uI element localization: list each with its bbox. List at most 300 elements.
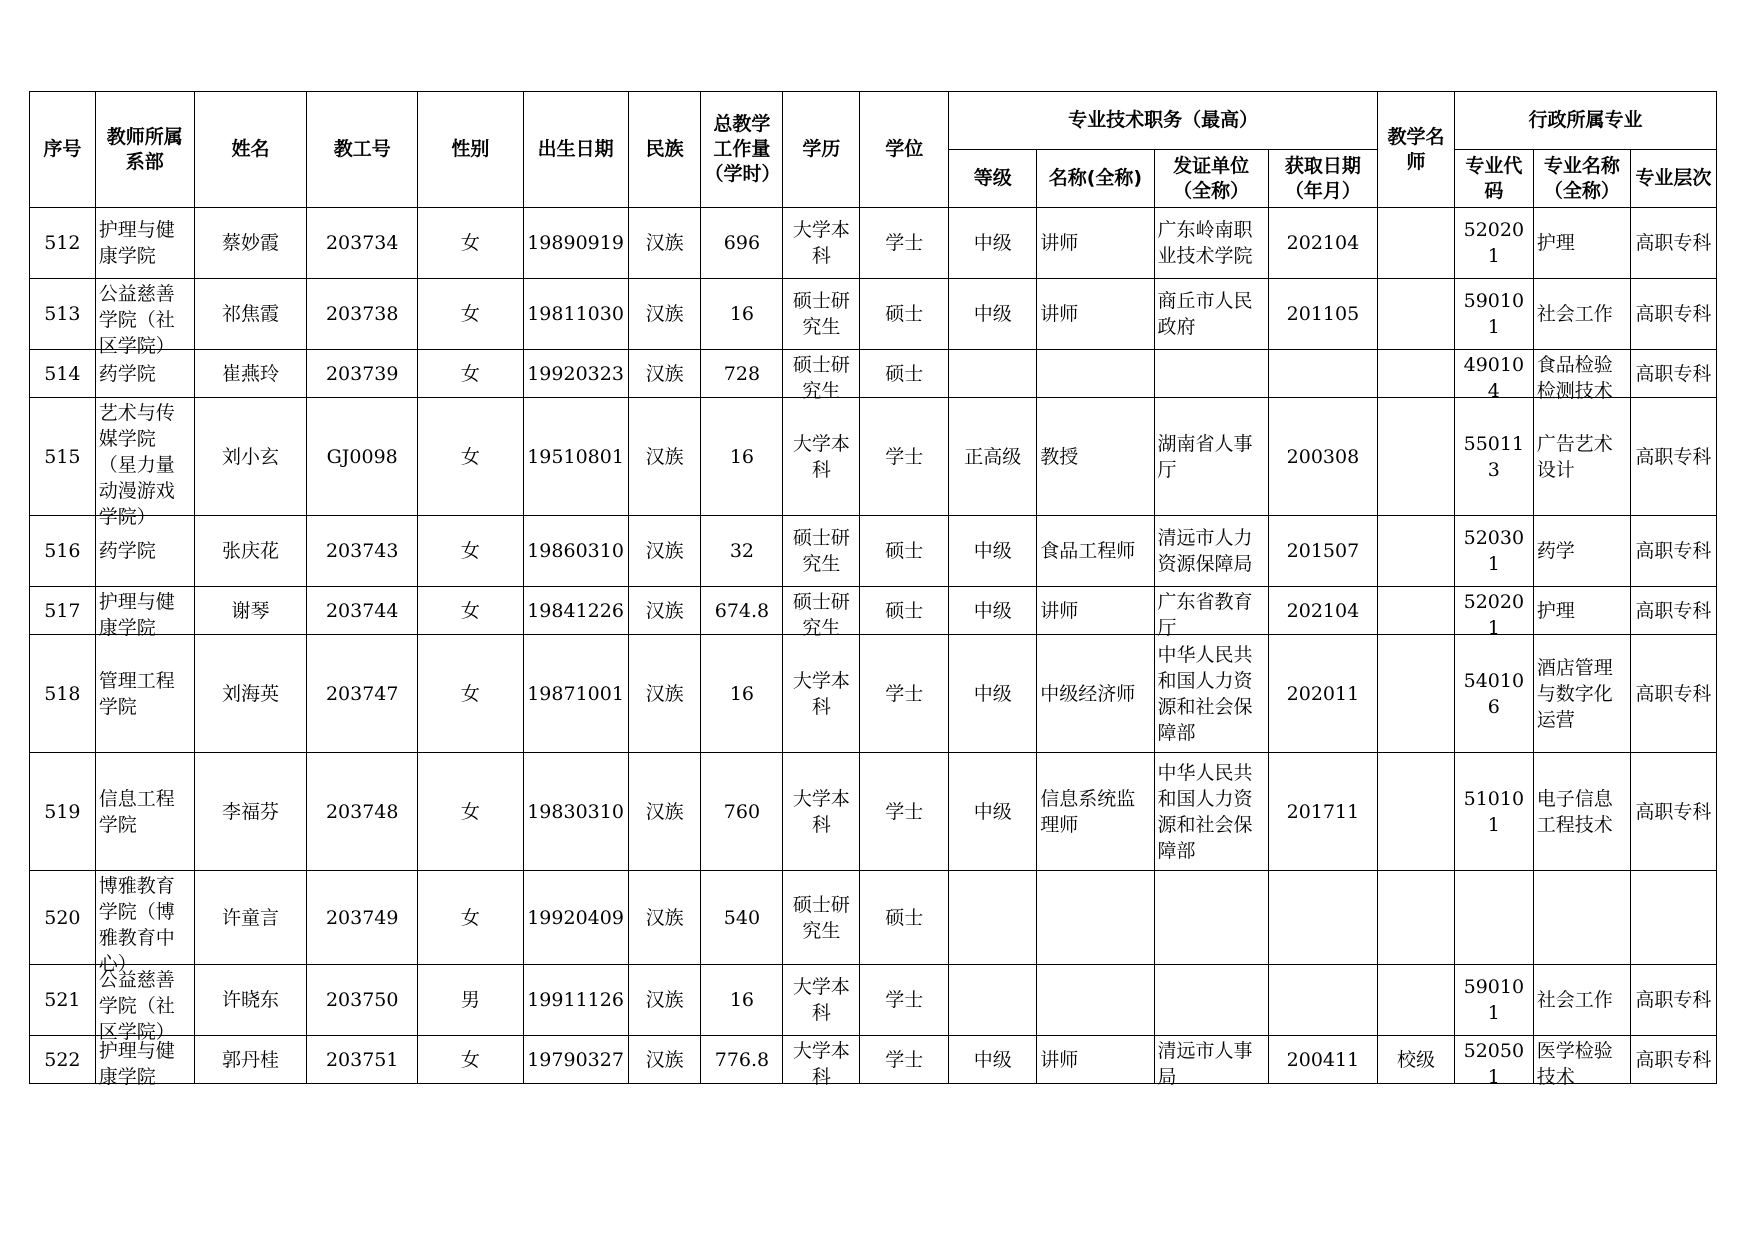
cell-text: 201507 bbox=[1286, 540, 1360, 562]
cell-ethnicity bbox=[628, 279, 701, 350]
cell-major-level bbox=[1630, 587, 1716, 635]
cell-education bbox=[783, 208, 860, 279]
cell-teaching-award bbox=[1378, 208, 1455, 279]
cell-gender bbox=[418, 753, 523, 871]
cell-title-level bbox=[949, 965, 1037, 1036]
cell-title-date bbox=[1268, 965, 1377, 1036]
header-department: 教师所属系部 bbox=[95, 92, 194, 208]
cell-name bbox=[194, 635, 306, 753]
cell-text: 药学院 bbox=[98, 362, 156, 385]
cell-text: 张庆花 bbox=[221, 540, 279, 562]
cell-degree bbox=[860, 1036, 949, 1084]
cell-major-code bbox=[1454, 279, 1533, 350]
table-row bbox=[30, 753, 1717, 871]
cell-major-name bbox=[1533, 965, 1630, 1036]
cell-text: 大学本科 bbox=[792, 1039, 850, 1088]
table-row bbox=[30, 1036, 1717, 1084]
cell-birth-date bbox=[523, 398, 628, 516]
cell-text: 517 bbox=[44, 599, 81, 622]
cell-degree bbox=[860, 587, 949, 635]
cell-text: 19811030 bbox=[527, 303, 624, 325]
cell-title-level bbox=[949, 753, 1037, 871]
staff-table bbox=[29, 91, 1717, 1088]
cell-text: 硕士 bbox=[885, 303, 924, 325]
cell-ethnicity bbox=[628, 871, 701, 965]
cell-text: 女 bbox=[460, 232, 480, 254]
cell-text: 512 bbox=[44, 232, 81, 254]
cell-text: 203744 bbox=[325, 599, 399, 622]
cell-text: 清远市人力资源保障局 bbox=[1157, 527, 1253, 575]
cell-text: 学士 bbox=[885, 1048, 924, 1071]
cell-teaching-award bbox=[1378, 1036, 1455, 1084]
cell-ethnicity bbox=[628, 635, 701, 753]
cell-text: 高职专科 bbox=[1635, 362, 1712, 385]
cell-title-date bbox=[1268, 871, 1377, 965]
cell-text: 学士 bbox=[885, 232, 924, 254]
cell-text: 540106 bbox=[1463, 669, 1525, 718]
cell-major-name bbox=[1533, 208, 1630, 279]
cell-name bbox=[194, 208, 306, 279]
cell-workload bbox=[701, 516, 783, 587]
cell-text: 女 bbox=[460, 800, 480, 823]
header-workload: 总教学工作量（学时） bbox=[701, 92, 783, 208]
header-title-date: 获取日期（年月） bbox=[1268, 150, 1377, 208]
cell-text: 中级 bbox=[973, 540, 1012, 562]
cell-workload bbox=[701, 965, 783, 1036]
cell-text: 中级 bbox=[973, 599, 1012, 622]
cell-gender bbox=[418, 279, 523, 350]
cell-staff-id bbox=[307, 516, 418, 587]
cell-title-issuer bbox=[1154, 587, 1268, 639]
cell-gender bbox=[418, 208, 523, 279]
cell-name bbox=[194, 753, 306, 871]
cell-title-issuer bbox=[1154, 279, 1268, 350]
cell-birth-date bbox=[523, 635, 628, 753]
cell-text: 203738 bbox=[325, 303, 399, 325]
cell-text: 203749 bbox=[325, 906, 399, 929]
cell-ethnicity bbox=[628, 587, 701, 635]
cell-text: 519 bbox=[44, 800, 81, 823]
cell-department bbox=[95, 208, 194, 279]
cell-text: 护理 bbox=[1536, 599, 1575, 622]
cell-text: 汉族 bbox=[645, 232, 684, 254]
cell-text: 510101 bbox=[1463, 787, 1525, 836]
cell-text: 艺术与传媒学院（星力量动漫游戏学院） bbox=[98, 401, 175, 528]
cell-major-code bbox=[1454, 516, 1533, 587]
cell-text: 201105 bbox=[1286, 303, 1360, 325]
cell-text: 高职专科 bbox=[1635, 540, 1712, 562]
cell-text: 管理工程学院 bbox=[98, 669, 175, 718]
cell-text: 汉族 bbox=[645, 362, 684, 385]
cell-title-name bbox=[1037, 279, 1154, 350]
cell-text: 李福芬 bbox=[221, 800, 279, 823]
cell-title-date bbox=[1268, 516, 1377, 587]
cell-text: 中级经济师 bbox=[1040, 682, 1136, 705]
cell-major-name bbox=[1533, 635, 1630, 753]
cell-text: 硕士 bbox=[885, 540, 924, 562]
cell-text: 高职专科 bbox=[1635, 599, 1712, 622]
cell-gender bbox=[418, 1036, 523, 1084]
cell-major-level bbox=[1630, 635, 1716, 753]
cell-text: 200308 bbox=[1286, 445, 1360, 468]
cell-text: 32 bbox=[729, 540, 755, 562]
cell-title-level bbox=[949, 350, 1037, 398]
header-title-issuer: 发证单位（全称） bbox=[1154, 150, 1268, 208]
cell-title-date bbox=[1268, 350, 1377, 398]
cell-text: 讲师 bbox=[1040, 303, 1079, 325]
cell-gender bbox=[418, 350, 523, 398]
cell-gender bbox=[418, 635, 523, 753]
cell-text: 女 bbox=[460, 1048, 480, 1071]
cell-title-level bbox=[949, 208, 1037, 279]
cell-text: 汉族 bbox=[645, 989, 684, 1011]
cell-text: 中华人民共和国人力资源和社会保障部 bbox=[1157, 643, 1253, 744]
cell-text: 女 bbox=[460, 682, 480, 705]
cell-ethnicity bbox=[628, 516, 701, 587]
cell-major-code bbox=[1454, 1036, 1533, 1088]
cell-text: 521 bbox=[44, 989, 81, 1011]
cell-workload bbox=[701, 208, 783, 279]
cell-text: 高职专科 bbox=[1635, 682, 1712, 705]
cell-text: 广东省教育厅 bbox=[1157, 590, 1253, 639]
cell-text: 518 bbox=[44, 682, 81, 705]
cell-text: 汉族 bbox=[645, 1048, 684, 1071]
cell-major-name bbox=[1533, 350, 1630, 402]
cell-degree bbox=[860, 398, 949, 516]
cell-title-level bbox=[949, 1036, 1037, 1084]
cell-text: 女 bbox=[460, 599, 480, 622]
cell-title-date bbox=[1268, 1036, 1377, 1084]
header-ethnicity: 民族 bbox=[628, 92, 701, 208]
cell-staff-id bbox=[307, 587, 418, 635]
cell-text: 中级 bbox=[973, 1048, 1012, 1071]
cell-department bbox=[95, 1036, 194, 1088]
header-name: 姓名 bbox=[194, 92, 306, 208]
cell-text: 728 bbox=[723, 362, 761, 385]
cell-text: 清远市人事局 bbox=[1157, 1039, 1253, 1088]
cell-major-name bbox=[1533, 279, 1630, 350]
cell-text: 汉族 bbox=[645, 303, 684, 325]
cell-text: 汉族 bbox=[645, 906, 684, 929]
cell-title-level bbox=[949, 587, 1037, 635]
cell-workload bbox=[701, 635, 783, 753]
cell-ethnicity bbox=[628, 398, 701, 516]
cell-text: 203750 bbox=[325, 989, 399, 1011]
header-major-level: 专业层次 bbox=[1630, 150, 1716, 208]
cell-workload bbox=[701, 871, 783, 965]
cell-degree bbox=[860, 965, 949, 1036]
cell-text: 522 bbox=[44, 1048, 81, 1071]
cell-text: 203747 bbox=[325, 682, 399, 705]
cell-text: 硕士研究生 bbox=[792, 590, 850, 639]
cell-text: 正高级 bbox=[964, 445, 1022, 468]
cell-text: 550113 bbox=[1463, 432, 1525, 481]
cell-text: 203739 bbox=[325, 362, 399, 385]
cell-name bbox=[194, 587, 306, 635]
cell-major-code bbox=[1454, 350, 1533, 402]
cell-text: 19841226 bbox=[527, 599, 624, 622]
cell-text: 19790327 bbox=[527, 1048, 624, 1071]
cell-text: 19920323 bbox=[527, 362, 624, 385]
cell-text: 学士 bbox=[885, 800, 924, 823]
header-gender: 性别 bbox=[418, 92, 523, 208]
header-title-group: 专业技术职务（最高） bbox=[949, 92, 1378, 150]
cell-text: 湖南省人事厅 bbox=[1157, 432, 1253, 481]
table-row bbox=[30, 279, 1717, 350]
cell-ethnicity bbox=[628, 208, 701, 279]
cell-teaching-award bbox=[1378, 350, 1455, 398]
cell-birth-date bbox=[523, 587, 628, 635]
cell-education bbox=[783, 1036, 860, 1088]
cell-gender bbox=[418, 871, 523, 965]
cell-title-issuer bbox=[1154, 635, 1268, 753]
cell-title-issuer bbox=[1154, 208, 1268, 279]
cell-education bbox=[783, 965, 860, 1036]
cell-staff-id bbox=[307, 208, 418, 279]
cell-education bbox=[783, 279, 860, 350]
cell-birth-date bbox=[523, 1036, 628, 1084]
cell-text: 社会工作 bbox=[1536, 989, 1613, 1011]
cell-text: 硕士研究生 bbox=[792, 290, 850, 338]
cell-title-date bbox=[1268, 753, 1377, 871]
cell-teaching-award bbox=[1378, 635, 1455, 753]
cell-text: 203743 bbox=[325, 540, 399, 562]
cell-text: 520501 bbox=[1463, 1039, 1525, 1088]
cell-name bbox=[194, 871, 306, 965]
cell-major-code bbox=[1454, 398, 1533, 516]
cell-text: 490104 bbox=[1463, 353, 1525, 402]
cell-birth-date bbox=[523, 208, 628, 279]
cell-workload bbox=[701, 350, 783, 398]
cell-text: 女 bbox=[460, 303, 480, 325]
cell-text: 590101 bbox=[1463, 976, 1525, 1024]
cell-text: 202104 bbox=[1286, 232, 1360, 254]
table-row bbox=[30, 871, 1717, 965]
cell-text: 讲师 bbox=[1040, 1048, 1079, 1071]
cell-title-issuer bbox=[1154, 516, 1268, 587]
cell-title-issuer bbox=[1154, 1036, 1268, 1088]
cell-title-name bbox=[1037, 753, 1154, 871]
cell-workload bbox=[701, 279, 783, 350]
cell-title-issuer bbox=[1154, 350, 1268, 398]
cell-major-level bbox=[1630, 516, 1716, 587]
cell-education bbox=[783, 871, 860, 965]
cell-title-name bbox=[1037, 350, 1154, 398]
cell-title-level bbox=[949, 516, 1037, 587]
cell-education bbox=[783, 753, 860, 871]
cell-major-code bbox=[1454, 965, 1533, 1036]
cell-text: 760 bbox=[723, 800, 761, 823]
cell-text: 护理与健康学院 bbox=[98, 219, 175, 267]
cell-text: 590101 bbox=[1463, 290, 1525, 338]
cell-major-name bbox=[1533, 753, 1630, 871]
table-row bbox=[30, 635, 1717, 753]
cell-department bbox=[95, 587, 194, 639]
cell-department bbox=[95, 871, 194, 975]
cell-text: 19871001 bbox=[527, 682, 624, 705]
cell-text: 广东岭南职业技术学院 bbox=[1157, 219, 1253, 267]
cell-seq bbox=[30, 279, 96, 350]
table-row bbox=[30, 965, 1717, 1036]
cell-title-issuer bbox=[1154, 871, 1268, 965]
cell-name bbox=[194, 1036, 306, 1084]
cell-major-level bbox=[1630, 753, 1716, 871]
table-header bbox=[30, 92, 1717, 208]
cell-title-issuer bbox=[1154, 398, 1268, 516]
cell-birth-date bbox=[523, 753, 628, 871]
cell-text: 社会工作 bbox=[1536, 303, 1613, 325]
cell-text: 高职专科 bbox=[1635, 989, 1712, 1011]
cell-seq bbox=[30, 587, 96, 635]
cell-staff-id bbox=[307, 1036, 418, 1084]
cell-text: 高职专科 bbox=[1635, 800, 1712, 823]
cell-education bbox=[783, 398, 860, 516]
cell-ethnicity bbox=[628, 965, 701, 1036]
cell-staff-id bbox=[307, 635, 418, 753]
cell-ethnicity bbox=[628, 753, 701, 871]
cell-text: 大学本科 bbox=[792, 432, 850, 481]
cell-staff-id bbox=[307, 965, 418, 1036]
cell-gender bbox=[418, 516, 523, 587]
cell-text: 信息工程学院 bbox=[98, 787, 175, 836]
cell-major-level bbox=[1630, 208, 1716, 279]
cell-title-level bbox=[949, 398, 1037, 516]
cell-department bbox=[95, 753, 194, 871]
cell-gender bbox=[418, 398, 523, 516]
cell-text: 200411 bbox=[1286, 1048, 1360, 1071]
cell-title-name bbox=[1037, 965, 1154, 1036]
cell-name bbox=[194, 350, 306, 398]
cell-name bbox=[194, 965, 306, 1036]
cell-text: 广告艺术设计 bbox=[1536, 432, 1613, 481]
cell-staff-id bbox=[307, 279, 418, 350]
cell-teaching-award bbox=[1378, 587, 1455, 635]
cell-title-date bbox=[1268, 398, 1377, 516]
cell-text: 大学本科 bbox=[792, 976, 850, 1024]
cell-text: 203751 bbox=[325, 1048, 399, 1071]
cell-staff-id bbox=[307, 753, 418, 871]
cell-title-name bbox=[1037, 587, 1154, 635]
header-title-level: 等级 bbox=[949, 150, 1037, 208]
cell-text: 男 bbox=[460, 989, 480, 1011]
cell-major-level bbox=[1630, 871, 1716, 965]
cell-text: 女 bbox=[460, 362, 480, 385]
cell-department bbox=[95, 398, 194, 528]
cell-seq bbox=[30, 516, 96, 587]
cell-major-level bbox=[1630, 1036, 1716, 1084]
cell-text: 高职专科 bbox=[1635, 1048, 1712, 1071]
cell-title-name bbox=[1037, 516, 1154, 587]
cell-text: 护理与健康学院 bbox=[98, 590, 175, 639]
cell-department bbox=[95, 635, 194, 753]
cell-major-code bbox=[1454, 635, 1533, 753]
cell-text: 郭丹桂 bbox=[221, 1048, 279, 1071]
cell-text: 许童言 bbox=[221, 906, 279, 929]
cell-degree bbox=[860, 871, 949, 965]
cell-text: 674.8 bbox=[714, 599, 770, 622]
cell-major-level bbox=[1630, 965, 1716, 1036]
cell-major-code bbox=[1454, 871, 1533, 965]
cell-text: 520301 bbox=[1463, 527, 1525, 575]
cell-text: 电子信息工程技术 bbox=[1536, 787, 1613, 836]
cell-name bbox=[194, 516, 306, 587]
cell-text: 女 bbox=[460, 906, 480, 929]
cell-department bbox=[95, 965, 194, 1043]
cell-text: 公益慈善学院（社区学院） bbox=[98, 968, 175, 1043]
cell-text: 食品检验检测技术 bbox=[1536, 353, 1613, 402]
cell-major-level bbox=[1630, 350, 1716, 398]
cell-text: 19911126 bbox=[527, 989, 624, 1011]
cell-text: 教授 bbox=[1040, 445, 1079, 468]
cell-staff-id bbox=[307, 350, 418, 398]
cell-birth-date bbox=[523, 965, 628, 1036]
cell-text: 医学检验技术 bbox=[1536, 1039, 1613, 1088]
cell-education bbox=[783, 350, 860, 402]
header-degree: 学位 bbox=[860, 92, 949, 208]
cell-text: 中级 bbox=[973, 232, 1012, 254]
cell-text: 许晓东 bbox=[221, 989, 279, 1011]
cell-text: 硕士研究生 bbox=[792, 893, 850, 942]
cell-title-date bbox=[1268, 635, 1377, 753]
cell-teaching-award bbox=[1378, 753, 1455, 871]
cell-text: 高职专科 bbox=[1635, 445, 1712, 468]
header-staff-id: 教工号 bbox=[307, 92, 418, 208]
cell-text: 19830310 bbox=[527, 800, 624, 823]
cell-title-date bbox=[1268, 208, 1377, 279]
cell-text: 博雅教育学院（博雅教育中心） bbox=[98, 874, 175, 975]
cell-text: 学士 bbox=[885, 989, 924, 1011]
cell-major-code bbox=[1454, 208, 1533, 279]
cell-title-issuer bbox=[1154, 965, 1268, 1036]
cell-text: 学士 bbox=[885, 682, 924, 705]
cell-text: 硕士 bbox=[885, 906, 924, 929]
cell-text: 硕士研究生 bbox=[792, 527, 850, 575]
cell-text: 酒店管理与数字化运营 bbox=[1536, 656, 1613, 731]
cell-text: 刘海英 bbox=[221, 682, 279, 705]
cell-text: 学士 bbox=[885, 445, 924, 468]
cell-text: 19920409 bbox=[527, 906, 624, 929]
cell-text: 信息系统监理师 bbox=[1040, 787, 1136, 836]
cell-seq bbox=[30, 1036, 96, 1084]
cell-workload bbox=[701, 1036, 783, 1084]
cell-text: 16 bbox=[729, 303, 755, 325]
cell-education bbox=[783, 635, 860, 753]
cell-major-level bbox=[1630, 398, 1716, 516]
cell-degree bbox=[860, 350, 949, 398]
cell-text: 汉族 bbox=[645, 540, 684, 562]
cell-text: 中级 bbox=[973, 682, 1012, 705]
cell-title-name bbox=[1037, 871, 1154, 965]
cell-birth-date bbox=[523, 350, 628, 398]
cell-education bbox=[783, 516, 860, 587]
cell-degree bbox=[860, 516, 949, 587]
cell-text: 中级 bbox=[973, 303, 1012, 325]
cell-title-name bbox=[1037, 1036, 1154, 1084]
cell-text: 汉族 bbox=[645, 445, 684, 468]
cell-text: 520201 bbox=[1463, 590, 1525, 639]
cell-text: 515 bbox=[44, 445, 81, 468]
cell-major-name bbox=[1533, 398, 1630, 516]
cell-teaching-award bbox=[1378, 516, 1455, 587]
header-teaching-award: 教学名师 bbox=[1378, 92, 1455, 208]
cell-text: 203748 bbox=[325, 800, 399, 823]
cell-text: 520 bbox=[44, 906, 81, 929]
cell-text: 201711 bbox=[1286, 800, 1360, 823]
cell-major-name bbox=[1533, 871, 1630, 965]
cell-workload bbox=[701, 753, 783, 871]
header-major-group: 行政所属专业 bbox=[1454, 92, 1716, 150]
cell-staff-id bbox=[307, 398, 418, 516]
